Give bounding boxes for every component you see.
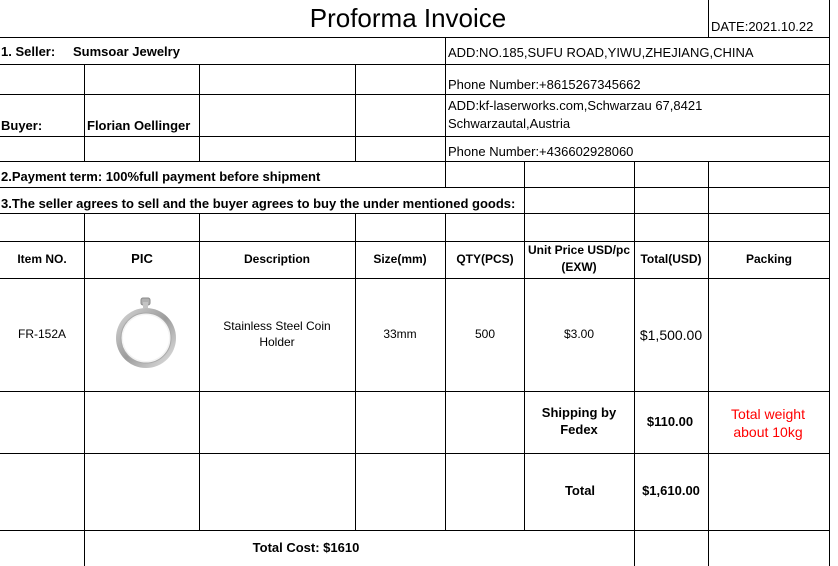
grid-line <box>199 64 200 161</box>
payment-term: 2.Payment term: 100%full payment before shipment <box>1 169 321 184</box>
grid-line <box>0 37 830 38</box>
buyer-phone: Phone Number:+436602928060 <box>448 144 634 159</box>
invoice-title: Proforma Invoice <box>309 3 507 33</box>
grid-line <box>445 37 446 187</box>
cell-size: 33mm <box>383 327 417 341</box>
grid-line <box>0 187 830 188</box>
shipping-weight-note-line2: about 10kg <box>733 424 803 440</box>
cell-item-no: FR-152A <box>17 327 67 341</box>
grid-line <box>199 213 200 530</box>
grid-line <box>708 161 709 213</box>
grid-line <box>708 213 709 566</box>
grid-line <box>634 161 635 213</box>
invoice-date: DATE:2021.10.22 <box>711 19 814 34</box>
grid-line <box>0 241 830 242</box>
grid-line <box>84 64 85 161</box>
buyer-address-line2: Schwarzautal,Austria <box>448 116 571 131</box>
grid-line <box>355 213 356 530</box>
grid-line <box>84 213 85 566</box>
grid-line <box>0 278 830 279</box>
grid-line <box>0 453 830 454</box>
buyer-name: Florian Oellinger <box>87 118 191 133</box>
grid-line <box>0 64 830 65</box>
seller-label: 1. Seller: <box>1 44 56 59</box>
seller-address: ADD:NO.185,SUFU ROAD,YIWU,ZHEJIANG,CHINA <box>448 45 754 60</box>
header-pic: PIC <box>131 251 153 266</box>
cell-total: $1,500.00 <box>639 327 703 343</box>
coin-holder-pendant-icon <box>108 292 184 372</box>
grid-line <box>355 64 356 161</box>
cell-unit-price: $3.00 <box>563 327 595 341</box>
buyer-label: Buyer: <box>1 118 43 133</box>
seller-name: Sumsoar Jewelry <box>73 44 180 59</box>
grid-line <box>634 213 635 566</box>
sale-agreement: 3.The seller agrees to sell and the buyer agrees to buy the under mentioned goods: <box>1 196 516 211</box>
header-item-no: Item NO. <box>17 252 67 266</box>
shipping-label-line1: Shipping by <box>541 405 617 420</box>
total-label: Total <box>564 483 596 498</box>
shipping-amount: $110.00 <box>646 414 694 429</box>
cell-qty: 500 <box>474 327 496 341</box>
buyer-address-line1: ADD:kf-laserworks.com,Schwarzau 67,8421 <box>448 98 703 113</box>
cell-description-line1: Stainless Steel Coin <box>223 319 331 333</box>
header-total: Total(USD) <box>640 252 702 266</box>
header-packing: Packing <box>745 252 793 266</box>
grid-line <box>0 94 830 95</box>
header-qty: QTY(PCS) <box>456 252 514 266</box>
header-size: Size(mm) <box>373 252 427 266</box>
total-cost: Total Cost: $1610 <box>252 540 360 555</box>
header-unit-price-line2: (EXW) <box>561 260 597 274</box>
grid-line <box>829 0 830 566</box>
shipping-label-line2: Fedex <box>560 422 598 437</box>
total-amount: $1,610.00 <box>642 483 700 498</box>
shipping-weight-note-line1: Total weight <box>731 406 805 422</box>
grid-line <box>524 161 525 213</box>
header-unit-price-line1: Unit Price USD/pc <box>527 243 631 257</box>
grid-line <box>0 161 830 162</box>
grid-line <box>708 0 709 38</box>
grid-line <box>0 136 830 137</box>
header-description: Description <box>243 252 311 266</box>
grid-line <box>445 213 446 530</box>
grid-line <box>0 530 830 531</box>
grid-line <box>0 391 830 392</box>
seller-phone: Phone Number:+8615267345662 <box>448 77 641 92</box>
grid-line <box>0 213 830 214</box>
cell-description-line2: Holder <box>259 335 295 349</box>
grid-line <box>524 213 525 530</box>
